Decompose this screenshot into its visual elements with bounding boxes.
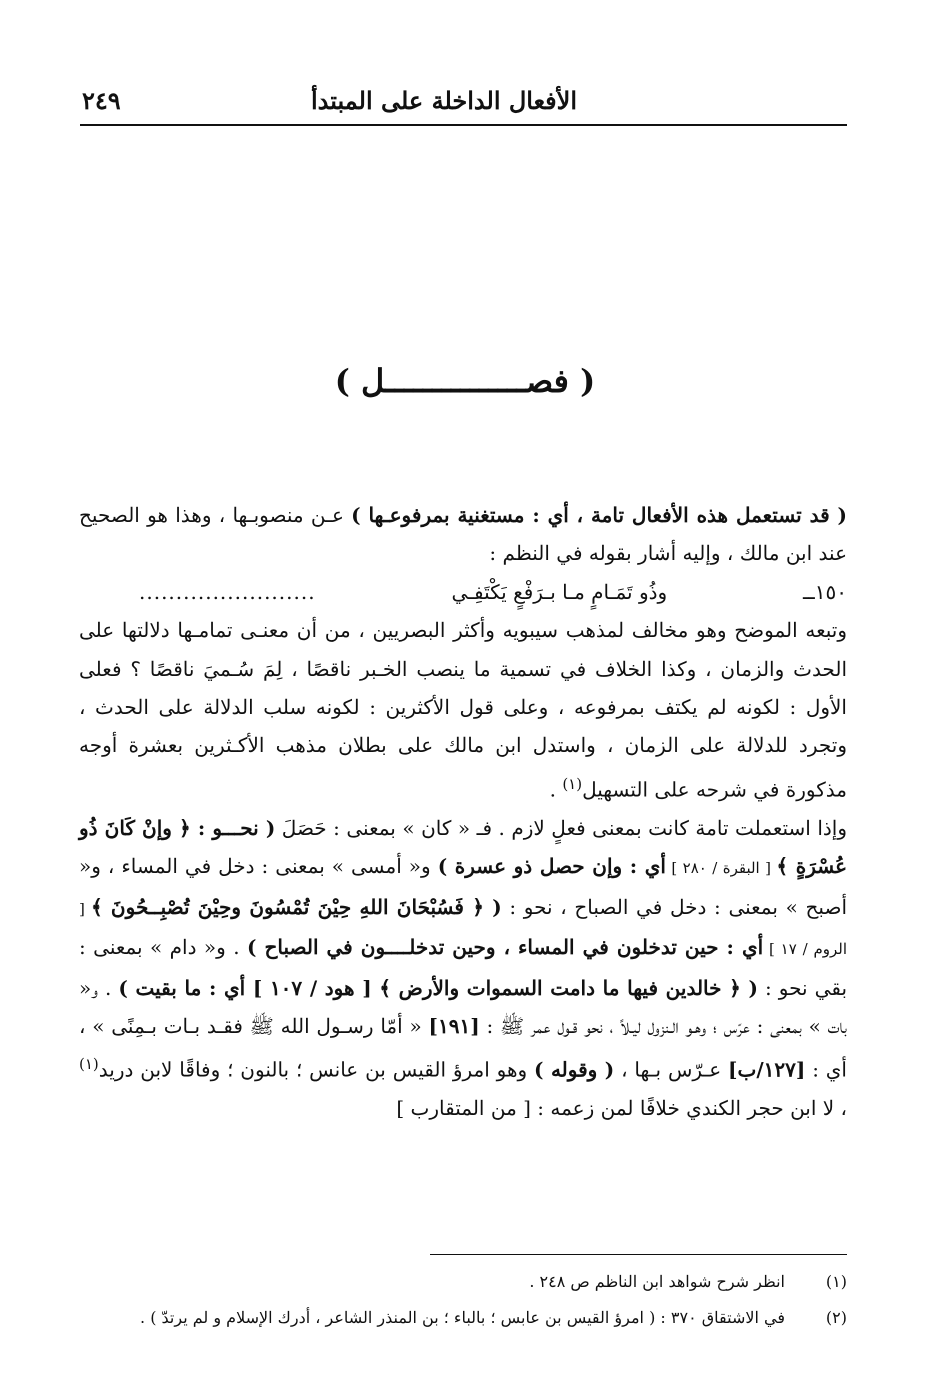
footnote-divider (430, 1254, 847, 1255)
text-segment: و« أمسى » بمعنى : دخل في المساء ، و« أصبح » بمعنى : دخل في الصباح ، نحو : (79, 854, 848, 919)
quran-quote: ( ﴿ خالدين فيها ما دامت السموات والأرض ﴾ [ هود / ١٠٧ ] أي : ما بقيت ) (118, 975, 758, 1000)
text-segment: عـرّس بـها ، (614, 1057, 729, 1082)
paragraph-1 (79, 496, 847, 573)
footnote-text: في الاشتقاق ٣٧٠ : ( امرؤ القيس بن عابس ؛ بالباء ؛ بن المنذر الشاعر ، أدرك الإسلام و لم يرتدّ ) . (140, 1308, 785, 1327)
running-header (80, 84, 847, 126)
section-heading: ( فصـــــــــــــــل ) (334, 362, 596, 400)
manuscript-marker: [١٩١] (428, 1013, 480, 1038)
quran-reference: [ الروم / ١٧ ] (79, 899, 847, 959)
text-segment: . و« بات » بمعنى : عرّس ؛ وهـو الـنزول ليـلاً ، نحو قـول عمر ﷺ : (79, 975, 848, 1038)
footnote-number: (٢) (825, 1308, 847, 1327)
verse-first-hemistich: وذُو تَمَـامٍ مـا بـرَفْعٍ يَكْتَفِـي (451, 579, 668, 604)
commentary-text: عـن منصوبـها ، وهذا هو الصحيح عند ابن مالك ، وإليه أشار بقوله في النظم : (79, 503, 847, 566)
quran-quote: ( ﴿ فَسُبْحَانَ اللهِ حِيْنَ تُمْسُونَ وحِيْنَ تُصْبِــحُونَ ﴾ (90, 894, 502, 919)
text-segment: . و« دام » بمعنى : بقي نحو : (79, 935, 848, 1000)
paragraph-2-text: وتبعه الموضح وهو مخالف لمذهب سيبويه وأكثر البصريين ، من أن معنـى تمامـها دلالتها على الحدث والزمان ، وكذا الخلاف في تسمية ما ينصب الخـبر ناقصًا ، لِمَ سُـميَ ناقصًا ؟ فعلى الأول : لكونه لم يكتف بمرفوعه ، وعلى قول الأكثرين : لكونه سلب الدلالة على الحدث ، وتجرد للدلالة على الزمان ، واستدل ابن مالك على بطلان مذهب الأكـثرين بعشرة أوجه مذكورة في شرحه على التسهيل (79, 618, 847, 802)
footnote-number: (١) (825, 1272, 847, 1291)
footnote-2 (79, 1300, 847, 1336)
hadith-quote: « أمّا رسـول الله ﷺ فقـد بـات بـمِنًى » ، أي : (79, 1013, 847, 1082)
quran-reference: [ البقرة / ٢٨٠ ] (665, 859, 777, 878)
footnote-ref-1[interactable]: (١) (562, 774, 583, 793)
text-segment: وهو امرؤ القيس بن عانس ؛ بالنون ؛ وفاقًا لابن دريد (98, 1057, 535, 1082)
paragraph-3 (79, 809, 847, 1128)
matn-text: أي : وإن حصل ذو عسرة ) (437, 854, 666, 879)
manuscript-folio-marker: [١٢٧/ب] (728, 1057, 806, 1082)
matn-text: ( وقوله ) (534, 1057, 615, 1082)
text-segment: وإذا استعملت تامة كانت بمعنى فعلٍ لازم . فـ « كان » بمعنى : حَصَلَ (275, 815, 848, 840)
chapter-title: الأفعال الداخلة على المبتدأ (311, 86, 577, 115)
footnote-ref-2[interactable]: (١) (79, 1055, 99, 1074)
footnote-1 (79, 1264, 847, 1300)
verse-line (79, 573, 847, 611)
text-segment: ، لا ابن حجر الكندي خلافًا لمن زعمه : [ من المتقارب ] (396, 1096, 847, 1121)
matn-text: ( قد تستعمل هذه الأفعال تامة ، أي : مستغنية بمرفوعـها ) (351, 503, 847, 527)
verse-number: ١٥٠ــ (803, 579, 847, 604)
page-number: ٢٤٩ (82, 86, 121, 115)
footnote-text: انظر شرح شواهد ابن الناظم ص ٢٤٨ . (529, 1272, 785, 1291)
verse-second-hemistich: ........................ (139, 579, 316, 604)
paragraph-2-end: . (549, 777, 563, 802)
main-text (79, 496, 847, 1128)
quran-quote: ( نحـــو : ﴿ وإنْ كَانَ ذُو عُسْرَةٍ ﴾ (79, 815, 848, 879)
footnotes (79, 1264, 847, 1336)
matn-text: أي : حين تدخلون في المساء ، وحين تدخلــــون في الصباح ) (247, 935, 764, 960)
paragraph-2 (79, 611, 847, 809)
